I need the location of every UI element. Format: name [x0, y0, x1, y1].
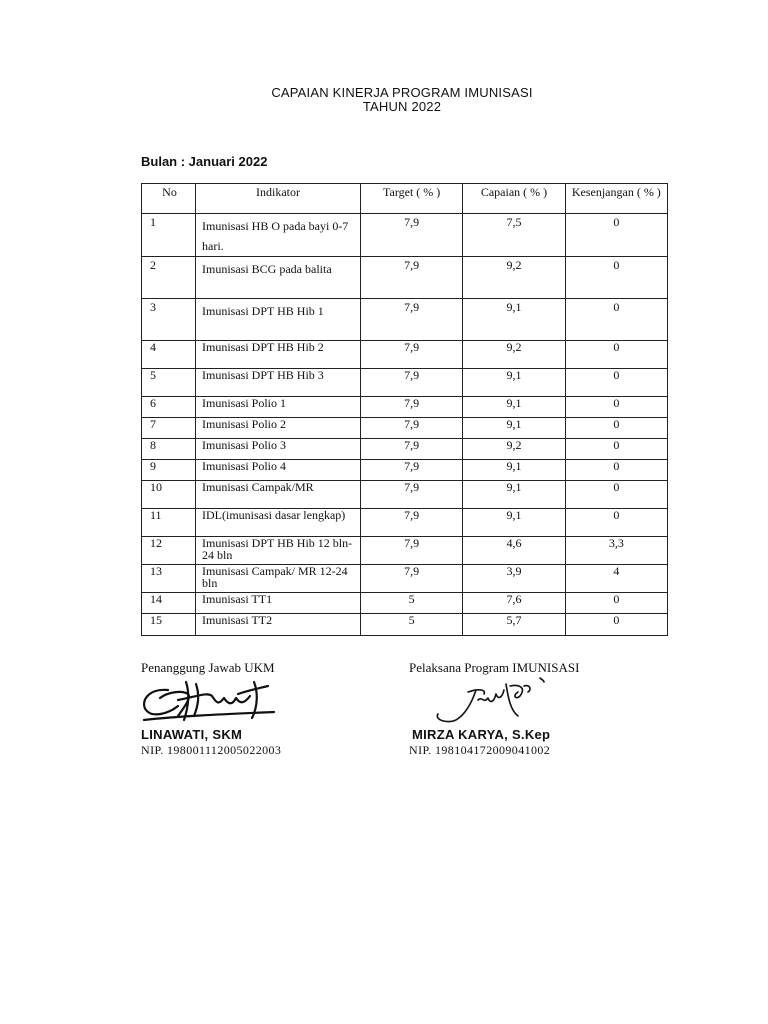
header-no: No	[142, 184, 196, 214]
row-kesenjangan: 0	[565, 341, 667, 369]
left-signer-role: Penanggung Jawab UKM	[141, 660, 275, 675]
right-signer-nip: NIP. 198104172009041002	[409, 743, 551, 757]
row-indikator: Imunisasi DPT HB Hib 2	[196, 341, 361, 369]
row-kesenjangan: 0	[565, 509, 667, 537]
row-kesenjangan: 0	[565, 214, 667, 257]
table-row	[142, 439, 668, 460]
row-capaian: 9,2	[463, 439, 565, 460]
row-target: 7,9	[361, 460, 463, 481]
row-indikator: Imunisasi Polio 1	[196, 397, 361, 418]
header-target: Target ( % )	[361, 184, 463, 214]
row-target: 7,9	[361, 257, 463, 299]
row-no: 12	[142, 537, 196, 565]
row-no: 14	[142, 593, 196, 614]
table-row	[142, 257, 668, 299]
row-no: 15	[142, 614, 196, 636]
header-capaian: Capaian ( % )	[463, 184, 565, 214]
row-capaian: 9,2	[463, 257, 565, 299]
row-kesenjangan: 4	[565, 565, 667, 593]
row-no: 7	[142, 418, 196, 439]
row-target: 7,9	[361, 418, 463, 439]
row-kesenjangan: 0	[565, 439, 667, 460]
row-kesenjangan: 0	[565, 257, 667, 299]
row-capaian: 3,9	[463, 565, 565, 593]
row-capaian: 5,7	[463, 614, 565, 636]
table-row	[142, 369, 668, 397]
row-target: 7,9	[361, 369, 463, 397]
row-capaian: 9,1	[463, 460, 565, 481]
row-target: 7,9	[361, 341, 463, 369]
row-indikator: Imunisasi TT1	[196, 593, 361, 614]
row-indikator: Imunisasi DPT HB Hib 12 bln-24 bln	[196, 537, 361, 565]
row-kesenjangan: 0	[565, 481, 667, 509]
table-row	[142, 418, 668, 439]
document-title: CAPAIAN KINERJA PROGRAM IMUNISASI	[271, 85, 533, 100]
table-row	[142, 565, 668, 593]
row-no: 10	[142, 481, 196, 509]
right-signature	[428, 676, 548, 728]
row-indikator: Imunisasi HB O pada bayi 0-7 hari.	[196, 214, 361, 257]
row-capaian: 9,1	[463, 397, 565, 418]
row-capaian: 9,1	[463, 509, 565, 537]
row-no: 5	[142, 369, 196, 397]
row-target: 5	[361, 614, 463, 636]
row-no: 2	[142, 257, 196, 299]
row-target: 7,9	[361, 214, 463, 257]
row-no: 1	[142, 214, 196, 257]
row-no: 6	[142, 397, 196, 418]
row-no: 9	[142, 460, 196, 481]
row-indikator: Imunisasi DPT HB Hib 3	[196, 369, 361, 397]
row-no: 3	[142, 299, 196, 341]
table-row	[142, 481, 668, 509]
row-indikator: Imunisasi Campak/ MR 12-24 bln	[196, 565, 361, 593]
row-kesenjangan: 0	[565, 299, 667, 341]
table-row	[142, 214, 668, 257]
left-signature	[138, 676, 278, 724]
left-signer-nip: NIP. 198001112005022003	[141, 743, 282, 757]
row-indikator: Imunisasi Campak/MR	[196, 481, 361, 509]
row-no: 4	[142, 341, 196, 369]
table-row	[142, 537, 668, 565]
row-target: 7,9	[361, 397, 463, 418]
row-indikator: Imunisasi BCG pada balita	[196, 257, 361, 299]
right-signer-role: Pelaksana Program IMUNISASI	[409, 660, 580, 675]
row-target: 5	[361, 593, 463, 614]
row-no: 11	[142, 509, 196, 537]
row-capaian: 9,1	[463, 481, 565, 509]
right-signer-name: MIRZA KARYA, S.Kep	[412, 727, 551, 742]
header-kesenjangan: Kesenjangan ( % )	[565, 184, 667, 214]
row-kesenjangan: 3,3	[565, 537, 667, 565]
row-target: 7,9	[361, 537, 463, 565]
row-capaian: 4,6	[463, 537, 565, 565]
table-row	[142, 341, 668, 369]
row-kesenjangan: 0	[565, 397, 667, 418]
row-kesenjangan: 0	[565, 369, 667, 397]
row-indikator: IDL(imunisasi dasar lengkap)	[196, 509, 361, 537]
row-capaian: 9,1	[463, 369, 565, 397]
report-month: Bulan : Januari 2022	[141, 154, 268, 169]
row-capaian: 9,2	[463, 341, 565, 369]
row-kesenjangan: 0	[565, 614, 667, 636]
row-target: 7,9	[361, 439, 463, 460]
row-indikator: Imunisasi DPT HB Hib 1	[196, 299, 361, 341]
row-target: 7,9	[361, 509, 463, 537]
row-indikator: Imunisasi TT2	[196, 614, 361, 636]
row-no: 8	[142, 439, 196, 460]
row-kesenjangan: 0	[565, 593, 667, 614]
table-row	[142, 509, 668, 537]
row-capaian: 9,1	[463, 418, 565, 439]
row-kesenjangan: 0	[565, 460, 667, 481]
table-header-row	[142, 184, 668, 214]
table-row	[142, 614, 668, 636]
row-capaian: 7,6	[463, 593, 565, 614]
row-indikator: Imunisasi Polio 2	[196, 418, 361, 439]
row-capaian: 7,5	[463, 214, 565, 257]
row-target: 7,9	[361, 565, 463, 593]
document-year: TAHUN 2022	[362, 99, 442, 114]
table-row	[142, 299, 668, 341]
table-row	[142, 460, 668, 481]
table-row	[142, 593, 668, 614]
table-row	[142, 397, 668, 418]
left-signer-name: LINAWATI, SKM	[141, 727, 243, 742]
row-no: 13	[142, 565, 196, 593]
row-indikator: Imunisasi Polio 4	[196, 460, 361, 481]
row-kesenjangan: 0	[565, 418, 667, 439]
row-indikator: Imunisasi Polio 3	[196, 439, 361, 460]
row-target: 7,9	[361, 481, 463, 509]
row-capaian: 9,1	[463, 299, 565, 341]
row-target: 7,9	[361, 299, 463, 341]
header-indikator: Indikator	[196, 184, 361, 214]
immunization-table	[141, 183, 668, 636]
